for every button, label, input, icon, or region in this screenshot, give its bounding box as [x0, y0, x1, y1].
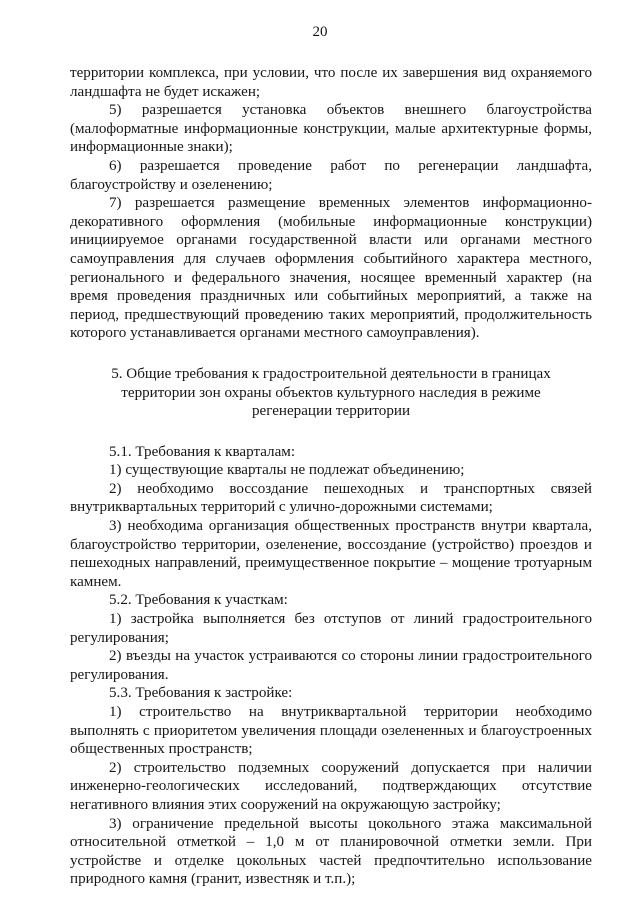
section-heading: [70, 365, 592, 421]
paragraph-5-3-item-2: 2) строительство подземных сооружений допускается при наличии инженерно-геологических исследований, подтверждающих отсутствие негативного влияния этих сооружений на окружающую застройку;: [70, 759, 592, 813]
paragraph-5-1-item-1: 1) существующие кварталы не подлежат объединению;: [109, 462, 465, 479]
paragraph-5-2-item-1: 1) застройка выполняется без отступов от линий градостроительного регулирования;: [70, 611, 592, 646]
section-heading-line-2: территории зон охраны объектов культурного наследия в режиме: [121, 384, 541, 401]
paragraph-5-1-item-2: 2) необходимо воссоздание пешеходных и транспортных связей внутриквартальных территорий с улично-дорожными системами;: [70, 480, 592, 516]
spacer: [70, 421, 592, 443]
paragraph-5-2-item-2: 2) въезды на участок устраиваются со стороны линии градостроительного регулирования.: [70, 648, 592, 683]
spacer: [70, 343, 592, 365]
paragraph-5-3-item-1: 1) строительство на внутриквартальной территории необходимо выполнять с приоритетом увеличения площади озелененных и благоустроенных общественных пространств;: [70, 704, 592, 758]
subsection-5-1-title: 5.1. Требования к кварталам:: [109, 443, 296, 460]
section-heading-line-3: регенерации территории: [251, 403, 411, 420]
paragraph-item-5: 5) разрешается установка объектов внешнего благоустройства (малоформатные информационные конструкции, малые архитектурные формы, информационные знаки);: [70, 102, 592, 156]
paragraph-item-7: 7) разрешается размещение временных элементов информационно-декоративного оформления (мобильные информационные конструкции) инициируемое органами государственной власти или органами местного самоуправления для случаев оформления событийного характера местного, регионального и федерального значения, носящее временный характер (на время проведения праздничных или событийных мероприятий, а также на период, предшествующий проведению таких мероприятий, продолжительность которого устанавливается органами местного самоуправления).: [70, 195, 592, 342]
paragraph-continuation: территории комплекса, при условии, что после их завершения вид охраняемого ландшафта не будет искажен;: [70, 65, 592, 100]
subsection-5-2-title: 5.2. Требования к участкам:: [109, 592, 288, 609]
paragraph-5-1-item-3: 3) необходима организация общественных пространств внутри квартала, благоустройство территории, озеленение, воссоздание (устройство) проездов и пешеходных направлений, преимущественное покрытие – мощение тротуарным камнем.: [70, 518, 592, 590]
paragraph-5-3-item-3: 3) ограничение предельной высоты цокольного этажа максимальной относительной отметкой – 1,0 м от планировочной отметки земли. При устройстве и отделке цокольных частей предпочтительно использование природного камня (гранит, известняк и т.п.);: [70, 815, 592, 888]
document-body: [70, 64, 592, 889]
subsection-5-3-title: 5.3. Требования к застройке:: [109, 685, 293, 702]
section-heading-line-1: 5. Общие требования к градостроительной деятельности в границах: [111, 365, 551, 382]
paragraph-item-6: 6) разрешается проведение работ по регенерации ландшафта, благоустройству и озеленению;: [70, 157, 592, 193]
page-number: 20: [312, 24, 328, 40]
